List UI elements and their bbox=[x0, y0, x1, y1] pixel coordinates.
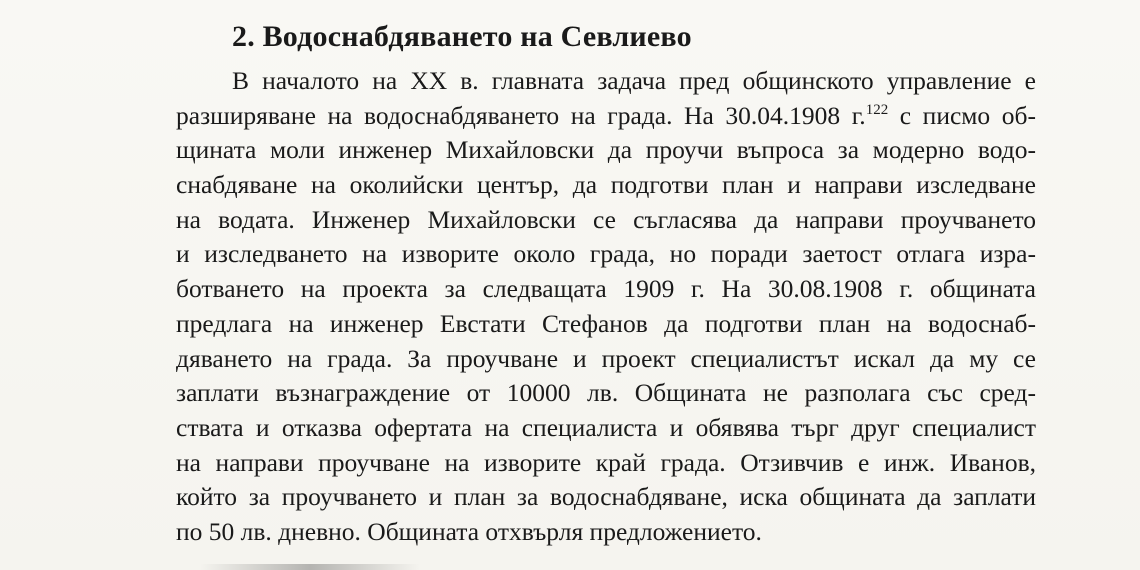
paragraph-line: предлага на инженер Евстати Стефанов да подготви план на водоснаб- bbox=[176, 308, 1036, 338]
paragraph-line: който за проучването и план за водоснабдяване, иска общината да заплати bbox=[176, 482, 1036, 512]
paragraph-line: снабдяване на околийски център, да подготви план и направи изследване bbox=[176, 170, 1036, 200]
scan-edge-shadow bbox=[200, 564, 420, 570]
paragraph-line: ботването на проекта за следващата 1909 г. На 30.08.1908 г. общината bbox=[176, 274, 1036, 304]
paragraph-line: по 50 лв. дневно. Общината отхвърля предложението. bbox=[176, 516, 762, 546]
paragraph-line: дяването на града. За проучване и проект специалистът искал да му се bbox=[176, 343, 1036, 373]
paragraph-line: щината моли инженер Михайловски да проучи въпроса за модерно водо- bbox=[176, 135, 1036, 165]
section-heading: 2. Водоснабдяването на Севлиево bbox=[232, 20, 692, 53]
paragraph-line: заплати възнаграждение от 10000 лв. Общината не разполага със сред- bbox=[176, 378, 1036, 408]
paragraph-line: ствата и отказва офертата на специалиста и обявява търг друг специалист bbox=[176, 412, 1036, 442]
body-paragraph bbox=[176, 64, 1036, 550]
paragraph-line: и изследването на изворите около града, но поради заетост отлага изра- bbox=[176, 239, 1036, 269]
paragraph-line: В началото на XX в. главната задача пред общинското управление е bbox=[232, 66, 1036, 95]
paragraph-line-text: разширяване на водоснабдяването на града. На 30.04.1908 г. bbox=[176, 100, 866, 130]
paragraph-line: на направи проучване на изворите край града. Отзивчив е инж. Иванов, bbox=[176, 447, 1036, 477]
paragraph-line: на водата. Инженер Михайловски се съгласява да направи проучването bbox=[176, 204, 1036, 234]
paragraph-line-text: с писмо об- bbox=[888, 100, 1036, 130]
footnote-reference[interactable]: 122 bbox=[865, 101, 889, 118]
paragraph-line bbox=[176, 99, 1036, 134]
